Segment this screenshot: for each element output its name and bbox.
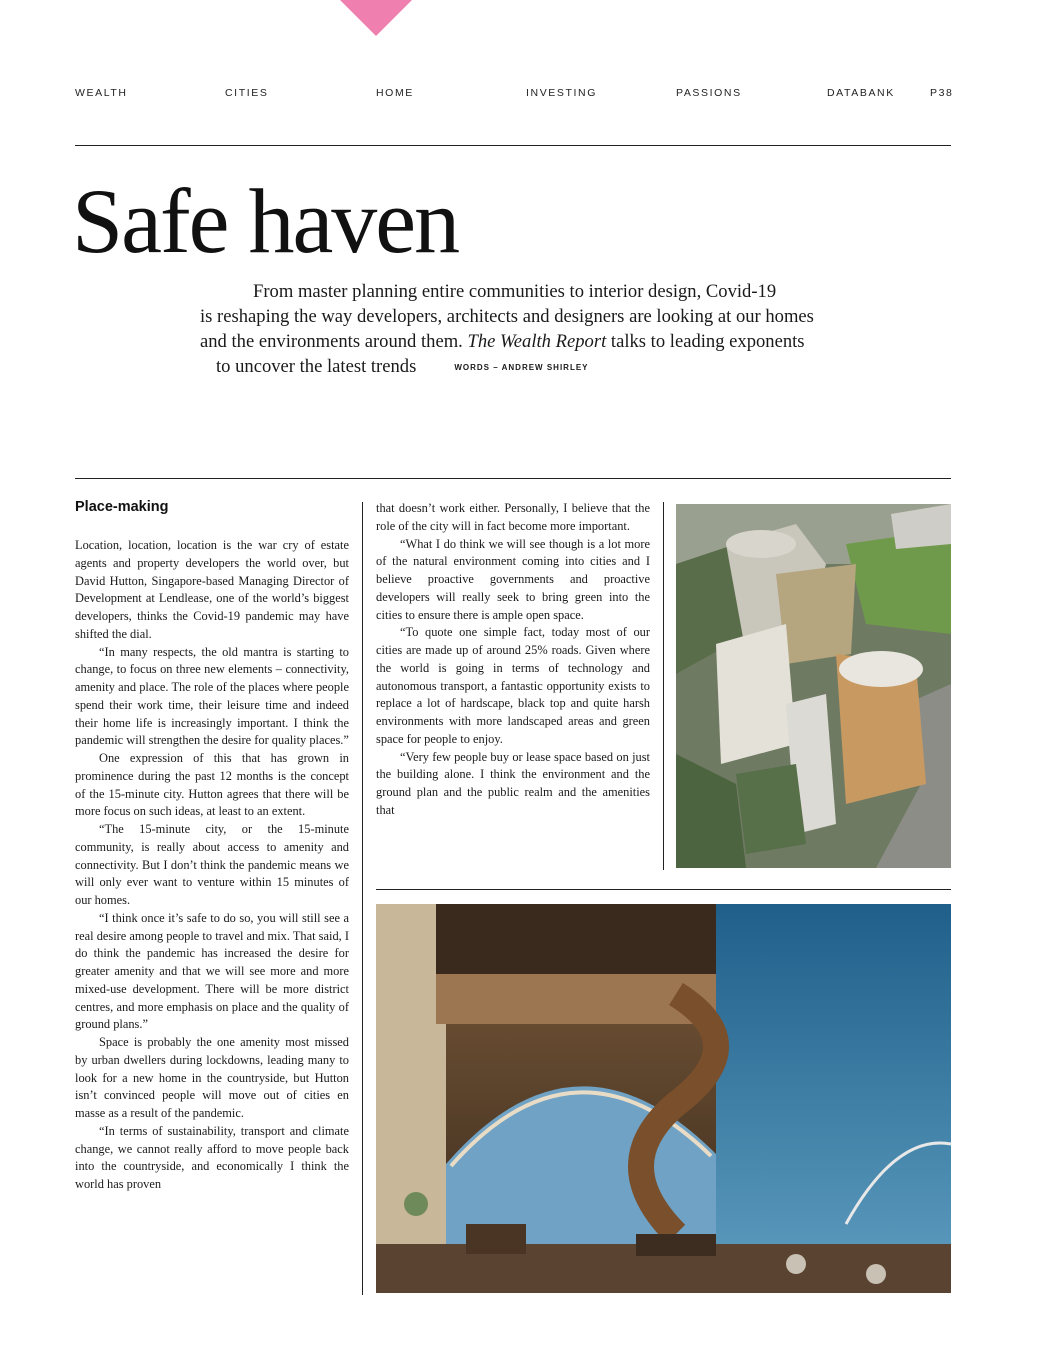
- standfirst-line-4: [195, 354, 860, 380]
- paragraph: “In terms of sustainability, transport and climate change, we cannot really afford to move people back into the countryside, and economically I think the world has proven: [75, 1123, 349, 1191]
- standfirst-line-3: [195, 329, 860, 354]
- standfirst-line-2: is reshaping the way developers, architects and designers are looking at our homes: [200, 306, 814, 327]
- standfirst: [195, 279, 860, 380]
- nav-item-wealth[interactable]: WEALTH: [75, 87, 128, 99]
- body-column-1: [75, 537, 349, 1194]
- paragraph: “In many respects, the old mantra is starting to change, to focus on three new elements – connectivity, amenity and place. The role of the places where people spend their work time, their leisure time and indeed their home life is increasingly important. I think the pandemic will strengthen the desire for quality places.”: [75, 644, 349, 748]
- paragraph: “What I do think we will see though is a lot more of the natural environment coming into cities and I believe proactive governments and proactive developers will really seek to bring green into the cities to ensure there is ample open space.: [376, 536, 650, 622]
- paragraph: Space is probably the one amenity most missed by urban dwellers during lockdowns, leading many to look for a new home in the countryside, but Hutton isn’t convinced people will move out of cities en masse as a result of the pandemic.: [75, 1035, 349, 1120]
- paragraph: One expression of this that has grown in prominence during the past 12 months is the concept of the 15-minute city. Hutton agrees that there will be more focus on such ideas, at least to an extent.: [75, 751, 349, 819]
- pink-triangle-marker: [340, 0, 412, 36]
- section-nav: [75, 87, 954, 101]
- column-divider-1: [362, 502, 363, 1295]
- byline: WORDS – ANDREW SHIRLEY: [454, 363, 589, 372]
- paragraph: “The 15-minute city, or the 15-minute community, is really about access to amenity and connectivity. But I don’t think the pandemic means we will only ever want to venture within 15 minutes of our homes.: [75, 822, 349, 907]
- standfirst-line-3-start: and the environments around them.: [200, 331, 468, 352]
- section-heading: Place-making: [75, 499, 169, 515]
- body-column-2: [376, 500, 650, 870]
- standfirst-line-3-end: talks to leading exponents: [606, 331, 805, 352]
- header-rule: [75, 145, 951, 146]
- aerial-development-photo: [676, 504, 951, 868]
- paragraph: Location, location, location is the war cry of estate agents and property developers the world over, but David Hutton, Singapore-based Managing Director of Development at Lendlease, one of the world’s biggest developers, thinks the Covid-19 pandemic may have shifted the dial.: [75, 538, 349, 641]
- standfirst-line-1: From master planning entire communities to interior design, Covid-19: [253, 281, 777, 302]
- paragraph: “I think once it’s safe to do so, you will still see a real desire among people to travel and mix. That said, I do think the pandemic has increased the desire for greater amenity and that we will see more and more mixed-use development. There will be more district centres, and more emphasis on place and the quality of ground plans.”: [75, 910, 349, 1032]
- standfirst-line-4-text: to uncover the latest trends: [216, 356, 417, 377]
- nav-item-investing[interactable]: INVESTING: [526, 87, 597, 99]
- paragraph: “Very few people buy or lease space based on just the building alone. I think the environment and the ground plan and the public realm and the amenities that: [376, 749, 650, 817]
- interior-staircase-photo: [376, 904, 951, 1293]
- image-rule: [376, 889, 951, 890]
- body-top-rule: [75, 478, 951, 479]
- nav-item-cities[interactable]: CITIES: [225, 87, 269, 99]
- nav-item-home[interactable]: HOME: [376, 87, 414, 99]
- paragraph: “To quote one simple fact, today most of our cities are made up of around 25% roads. Given where the world is going in terms of technology and autonomous transport, a fantastic opportunity exists to replace a lot of hardscape, black top and quite harsh environments with more landscaped areas and green space for people to enjoy.: [376, 625, 650, 746]
- paragraph: that doesn’t work either. Personally, I believe that the role of the city will in fact become more important.: [376, 501, 650, 533]
- publication-name: The Wealth Report: [467, 331, 607, 352]
- nav-item-passions[interactable]: PASSIONS: [676, 87, 742, 99]
- article-title: Safe haven: [72, 170, 459, 272]
- page-number: P38: [930, 87, 954, 99]
- nav-item-databank[interactable]: DATABANK: [827, 87, 895, 99]
- column-divider-2: [663, 502, 664, 870]
